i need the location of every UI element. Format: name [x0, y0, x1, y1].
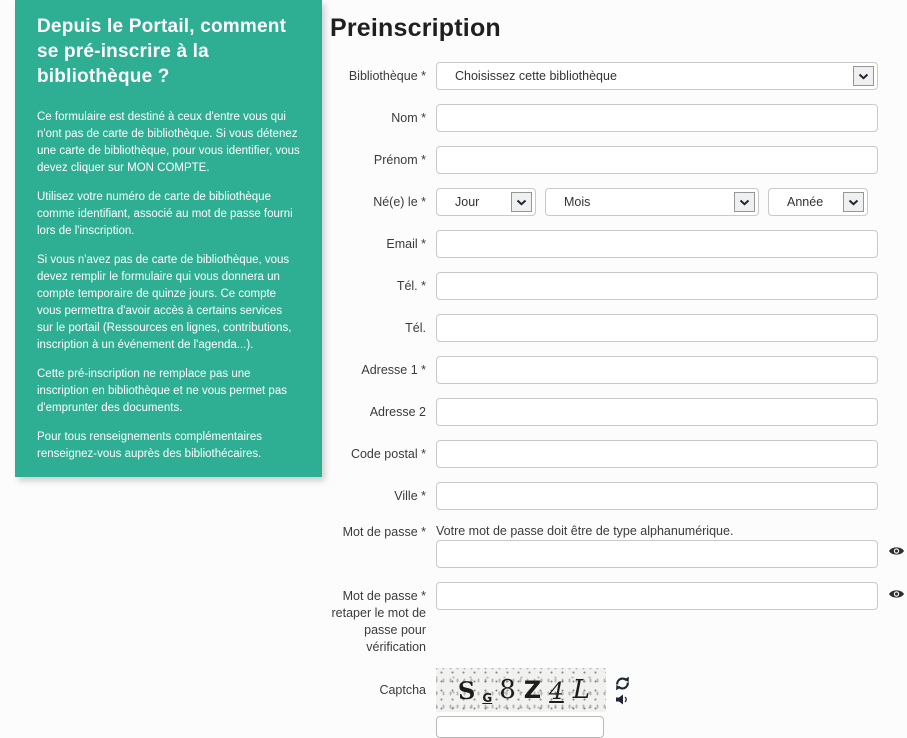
label-ville: Ville * — [394, 489, 426, 503]
captcha-audio-button[interactable] — [616, 694, 629, 705]
speaker-icon — [616, 693, 629, 708]
field-row-mot-de-passe — [330, 524, 900, 568]
bibliotheque-select-value: Choisissez cette bibliothèque — [455, 69, 617, 83]
label-code-postal: Code postal * — [350, 447, 426, 461]
eye-icon — [888, 588, 905, 603]
field-row-adresse2 — [330, 398, 900, 426]
birth-year-select-value: Année — [787, 195, 824, 209]
sidebar-paragraph: Ce formulaire est destiné à ceux d'entre vous qui n'ont pas de carte de bibliothèque. Si vous détenez une carte de bibliothèque, pour vous identifier, vous devez cliquer sur MON COMPTE. — [37, 111, 300, 174]
tel-secondaire-input[interactable] — [436, 314, 878, 342]
password-reveal-button[interactable] — [887, 545, 905, 559]
field-row-mot-de-passe-confirmation — [330, 582, 900, 656]
email-input[interactable] — [436, 230, 878, 258]
captcha-char: 8 — [499, 675, 516, 705]
tel-principal-input[interactable] — [436, 272, 878, 300]
birth-month-select-value: Mois — [564, 195, 591, 209]
nom-input[interactable] — [436, 104, 878, 132]
captcha-refresh-button[interactable] — [614, 675, 631, 692]
field-row-prenom — [330, 146, 900, 174]
sidebar-title: Depuis le Portail, comment se pré-inscrire à la bibliothèque ? — [37, 16, 287, 87]
password-reveal-button[interactable] — [887, 588, 905, 602]
field-row-naissance — [330, 188, 900, 216]
label-line: passe pour — [364, 623, 426, 637]
adresse1-input[interactable] — [436, 356, 878, 384]
preinscription-form — [330, 10, 900, 738]
birth-month-select[interactable] — [545, 188, 759, 216]
captcha-image — [436, 668, 606, 712]
captcha-char: Z — [523, 676, 542, 704]
label-prenom: Prénom * — [373, 153, 426, 167]
field-row-ville — [330, 482, 900, 510]
label-line: vérification — [366, 640, 426, 654]
chevron-down-icon — [843, 192, 864, 212]
birth-day-select[interactable] — [436, 188, 536, 216]
ville-input[interactable] — [436, 482, 878, 510]
label-adresse1: Adresse 1 * — [361, 363, 426, 377]
birth-year-select[interactable] — [768, 188, 868, 216]
label-line: Mot de passe * — [342, 589, 426, 603]
label-tel-principal: Tél. * — [396, 279, 426, 293]
label-mot-de-passe: Mot de passe * — [342, 525, 426, 539]
sidebar-paragraph: Pour tous renseignements complémentaires renseignez-vous auprès des bibliothécaires. — [37, 431, 263, 460]
chevron-down-icon — [511, 192, 532, 212]
captcha-input[interactable] — [436, 716, 604, 738]
sidebar-paragraph: Si vous n'avez pas de carte de bibliothèque, vous devez remplir le formulaire qui vous donnera un compte temporaire de quinze jours. Ce compte vous permettra d'avoir accès à certains services sur le portail (Ressources en lignes, contributions, inscription à un événement de l'agenda...). — [37, 254, 292, 351]
code-postal-input[interactable] — [436, 440, 878, 468]
field-row-adresse1 — [330, 356, 900, 384]
mot-de-passe-confirmation-input[interactable] — [436, 582, 878, 610]
field-row-email — [330, 230, 900, 258]
label-bibliotheque: Bibliothèque * — [348, 69, 426, 83]
captcha-char: L — [572, 675, 591, 705]
page-title: Preinscription — [330, 14, 501, 42]
label-nom: Nom * — [391, 111, 426, 125]
password-helper-text: Votre mot de passe doit être de type alphanumérique. — [436, 524, 734, 538]
field-row-tel-secondaire — [330, 314, 900, 342]
label-email: Email * — [386, 237, 426, 251]
captcha-char: 4 — [549, 679, 564, 705]
label-naissance: Né(e) le * — [373, 195, 426, 209]
field-row-code-postal — [330, 440, 900, 468]
label-captcha: Captcha — [379, 683, 426, 697]
label-adresse2: Adresse 2 — [369, 405, 426, 419]
label-line: retaper le mot de — [331, 606, 426, 620]
mot-de-passe-input[interactable] — [436, 540, 878, 568]
chevron-down-icon — [734, 192, 755, 212]
bibliotheque-select[interactable] — [436, 62, 878, 90]
eye-icon — [888, 545, 905, 560]
sidebar-paragraph: Utilisez votre numéro de carte de bibliothèque comme identifiant, associé au mot de passe fourni lors de l'inscription. — [37, 191, 293, 237]
captcha-char: G — [482, 691, 493, 705]
field-row-nom — [330, 104, 900, 132]
sidebar-info-panel — [15, 0, 322, 477]
prenom-input[interactable] — [436, 146, 878, 174]
birth-day-select-value: Jour — [455, 195, 480, 209]
field-row-tel-principal — [330, 272, 900, 300]
chevron-down-icon — [853, 66, 874, 86]
captcha-char: S — [457, 675, 476, 705]
label-mot-de-passe-confirmation — [330, 582, 436, 656]
adresse2-input[interactable] — [436, 398, 878, 426]
sidebar-paragraph: Cette pré-inscription ne remplace pas une inscription en bibliothèque et ne vous permet pas d'emprunter des documents. — [37, 368, 287, 414]
field-row-bibliotheque — [330, 62, 900, 90]
field-row-captcha — [330, 668, 900, 712]
label-tel-secondaire: Tél. — [405, 321, 426, 335]
